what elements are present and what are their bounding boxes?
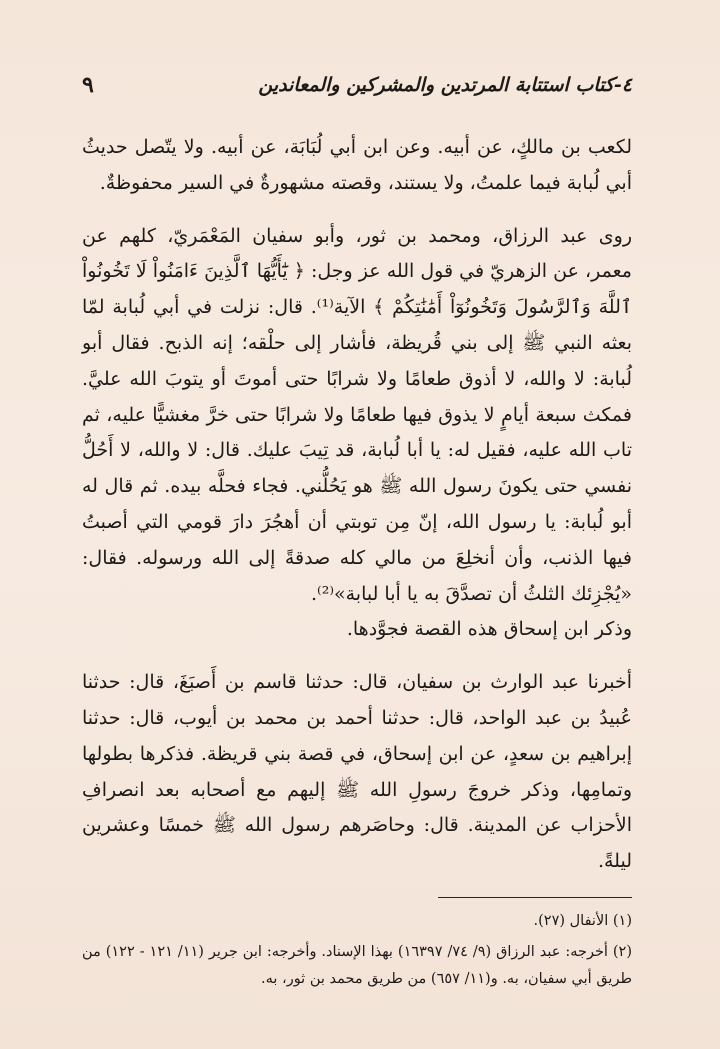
chapter-title: ٤-كتاب استتابة المرتدين والمشركين والمعاندين xyxy=(258,74,632,96)
page-number: ٩ xyxy=(82,72,94,98)
main-text xyxy=(82,130,632,880)
paragraph: روى عبد الرزاق، ومحمد بن ثور، وأبو سفيان المَعْمَريّ، كلهم عن معمر، عن الزهريّ في قول الله عز وجل: ﴿ يَٰٓأَيُّهَا ٱلَّذِينَ ءَامَنُواْ لَا تَخُونُواْ ٱللَّهَ وَٱلرَّسُولَ وَتَخُونُوٓاْ أَمَٰنَٰتِكُمْ ﴾ الآية⁽¹⁾. قال: نزلت في أبي لُبابة لمّا بعثه النبي ﷺ إلى بني قُريظة، فأشار إلى حلْقه؛ إنه الذبح. فقال أبو لُبابة: لا والله، لا أذوق طعامًا ولا شرابًا حتى أموتَ أو يتوبَ الله عليَّ. فمكث سبعة أيامٍ لا يذوق فيها طعامًا ولا شرابًا حتى خرَّ مغشيًّا عليه، ثم تاب الله عليه، فقيل له: يا أبا لُبابة، قد تِيبَ عليك. قال: لا والله، لا أَحُلُّ نفسي حتى يكونَ رسول الله ﷺ هو يَحُلُّني. فجاء فحلَّه بيده. ثم قال له أبو لُبابة: يا رسول الله، إنّ مِن توبتي أن أهجُرَ دارَ قومي التي أصبتُ فيها الذنب، وأن أنخلِعَ من مالي كله صدقةً إلى الله ورسوله. فقال: «يُجْزِئك الثلثُ أن تصدَّقَ به يا أبا لبابة»⁽²⁾. xyxy=(82,224,633,605)
footnote: (٢) أخرجه: عبد الرزاق (٩/ ٧٤/ ١٦٣٩٧) بهذا الإسناد. وأخرجه: ابن جرير (١١/ ١٢١ - ١٢٢) من طريق أبي سفيان، به. و(١١/ ٦٥٧) من طريق محمد بن ثور، به. xyxy=(82,944,632,987)
footnotes xyxy=(82,908,632,993)
footnote: (١) الأنفال (٢٧). xyxy=(533,913,632,929)
paragraph: أخبرنا عبد الوارث بن سفيان، قال: حدثنا قاسم بن أَصبَغَ، قال: حدثنا عُبيدُ بن عبد الواحد، قال: حدثنا أحمد بن محمد بن أيوب، قال: حدثنا إبراهيم بن سعدٍ، عن ابن إسحاق، في قصة بني قريظة. فذكرها بطولها وتمامِها، وذكر خروجَ رسولِ الله ﷺ إليهم مع أصحابه بعد انصرافِ الأحزاب عن المدينة. قال: وحاصَرهم رسول الله ﷺ خمسًا وعشرين ليلةً. xyxy=(82,671,632,873)
footnote-separator xyxy=(438,897,632,898)
paragraph: لكعب بن مالكٍ، عن أبيه. وعن ابن أبي لُبَابَة، عن أبيه. ولا يتّصل حديثُ أبي لُبابة فيما علمتُ، ولا يستند، وقصته مشهورةٌ في السير محفوظةٌ. xyxy=(82,136,632,194)
paragraph: وذكر ابن إسحاق هذه القصة فجوَّدها. xyxy=(346,618,632,641)
running-header xyxy=(82,72,632,106)
